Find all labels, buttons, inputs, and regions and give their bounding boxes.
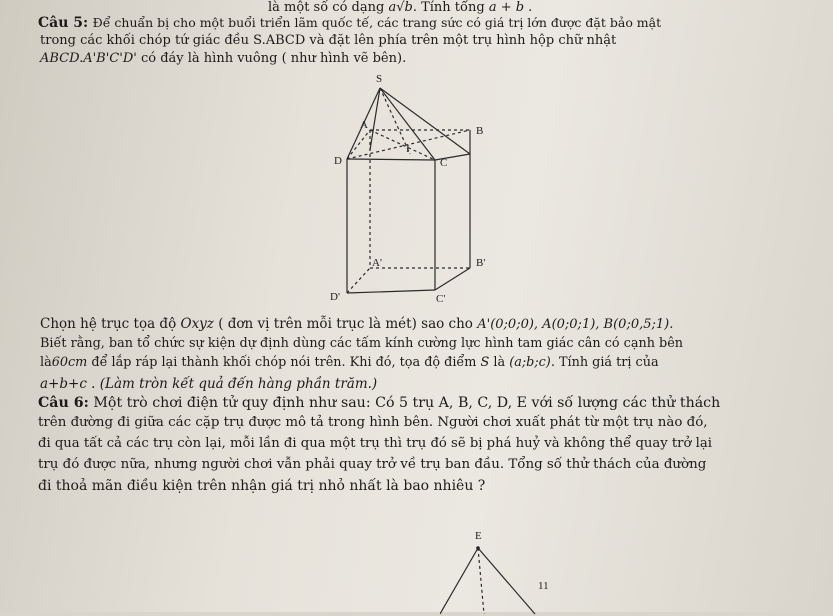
q5-text-5: Biết rằng, ban tổ chức sự kiện dự định dùng các tấm kính cường lực hình tam giác cân có cạnh bên bbox=[40, 336, 684, 351]
q6-line-2 bbox=[38, 415, 708, 431]
q5-text-4a: Chọn hệ trục tọa độ bbox=[40, 316, 177, 332]
q5-oxyz: Oxyz bbox=[180, 316, 214, 332]
q5-edge-length: 60cm bbox=[51, 355, 88, 370]
tail-suffix: . Tính tổng bbox=[412, 0, 485, 15]
tail-prefix: là một số có dạng bbox=[268, 0, 385, 15]
tail-sum: a + b . bbox=[488, 0, 533, 15]
q5-line-3 bbox=[40, 51, 406, 67]
label-C-prime: C' bbox=[436, 293, 446, 305]
q5-text-6d: . Tính giá trị của bbox=[550, 355, 659, 370]
q6-line-4 bbox=[38, 457, 706, 473]
q5-text-2: trong các khối chóp tứ giác đều S.ABCD và đặt lên phía trên một trụ hình hộp chữ nhật bbox=[40, 33, 617, 48]
q5-text-4b: ( đơn vị trên mỗi trục là mét) sao cho bbox=[218, 316, 473, 332]
label-B-prime: B' bbox=[476, 257, 486, 269]
label-A: A bbox=[360, 119, 368, 131]
q6-line-5 bbox=[38, 478, 485, 494]
q5-coordinates: A'(0;0;0), A(0;0;1), B(0;0,5;1). bbox=[477, 317, 674, 332]
pyramid-prism-figure bbox=[320, 68, 560, 308]
q5-text-6b: để lắp ráp lại thành khối chóp nói trên. Khi đó, tọa độ điểm bbox=[91, 355, 477, 370]
edge-weight-label: 11 bbox=[538, 580, 549, 592]
q5-abc: (a;b;c) bbox=[509, 355, 551, 370]
pillar-graph-figure bbox=[440, 526, 590, 616]
q5-point-S: S bbox=[480, 355, 490, 370]
node-E bbox=[476, 546, 480, 550]
q6-text-1: Một trò chơi điện tử quy định như sau: Có 5 trụ A, B, C, D, E với số lượng các thử thách bbox=[93, 395, 721, 411]
label-D-prime: D' bbox=[330, 291, 340, 303]
q6-line-1 bbox=[38, 395, 720, 411]
q6-text-2: trên đường đi giữa các cặp trụ được mô tả trong hình bên. Người chơi xuất phát từ một trụ nào đó, bbox=[38, 415, 708, 430]
q5-line-4 bbox=[40, 316, 673, 333]
label-S: S bbox=[376, 73, 383, 85]
q6-text-4: trụ đó được nữa, nhưng người chơi vẫn phải quay trở về trụ ban đầu. Tổng số thử thách của đường bbox=[38, 457, 707, 472]
q5-line-2 bbox=[40, 33, 616, 49]
q5-line-7 bbox=[40, 376, 377, 392]
q5-sum-expression: a+b+c bbox=[40, 376, 87, 392]
label-B: B bbox=[476, 125, 484, 137]
q5-rounding-note: . (Làm tròn kết quả đến hàng phần trăm.) bbox=[91, 376, 378, 392]
q5-line-6 bbox=[40, 355, 659, 371]
q5-line-1 bbox=[38, 15, 661, 31]
label-A-prime: A' bbox=[372, 257, 382, 269]
q5-line-5 bbox=[40, 336, 683, 352]
q6-text-5: đi thoả mãn điều kiện trên nhận giá trị nhỏ nhất là bao nhiêu ? bbox=[38, 478, 486, 494]
q6-text-3: đi qua tất cả các trụ còn lại, mỗi lần đi qua một trụ thì trụ đó sẽ bị phá huỷ và không thể quay trở lại bbox=[38, 436, 712, 451]
label-D: D bbox=[334, 155, 342, 167]
q6-label: Câu 6: bbox=[38, 395, 89, 411]
q5-text-1: Để chuẩn bị cho một buổi triển lãm quốc tế, các trang sức có giá trị lớn được đặt bảo mật bbox=[92, 15, 662, 30]
q5-text-6c: là bbox=[493, 355, 506, 370]
label-C: C bbox=[440, 157, 448, 169]
q5-label: Câu 5: bbox=[38, 15, 89, 31]
q6-line-3 bbox=[38, 436, 712, 452]
q5-prism-name: ABCD.A'B'C'D' bbox=[40, 51, 137, 66]
previous-question-tail bbox=[268, 0, 532, 16]
label-I: I bbox=[406, 143, 410, 155]
tail-form: a√b bbox=[388, 0, 413, 15]
node-E-label: E bbox=[475, 530, 482, 542]
q5-text-3: có đáy là hình vuông ( như hình vẽ bên). bbox=[140, 51, 407, 66]
q5-text-6a: là bbox=[40, 355, 52, 370]
